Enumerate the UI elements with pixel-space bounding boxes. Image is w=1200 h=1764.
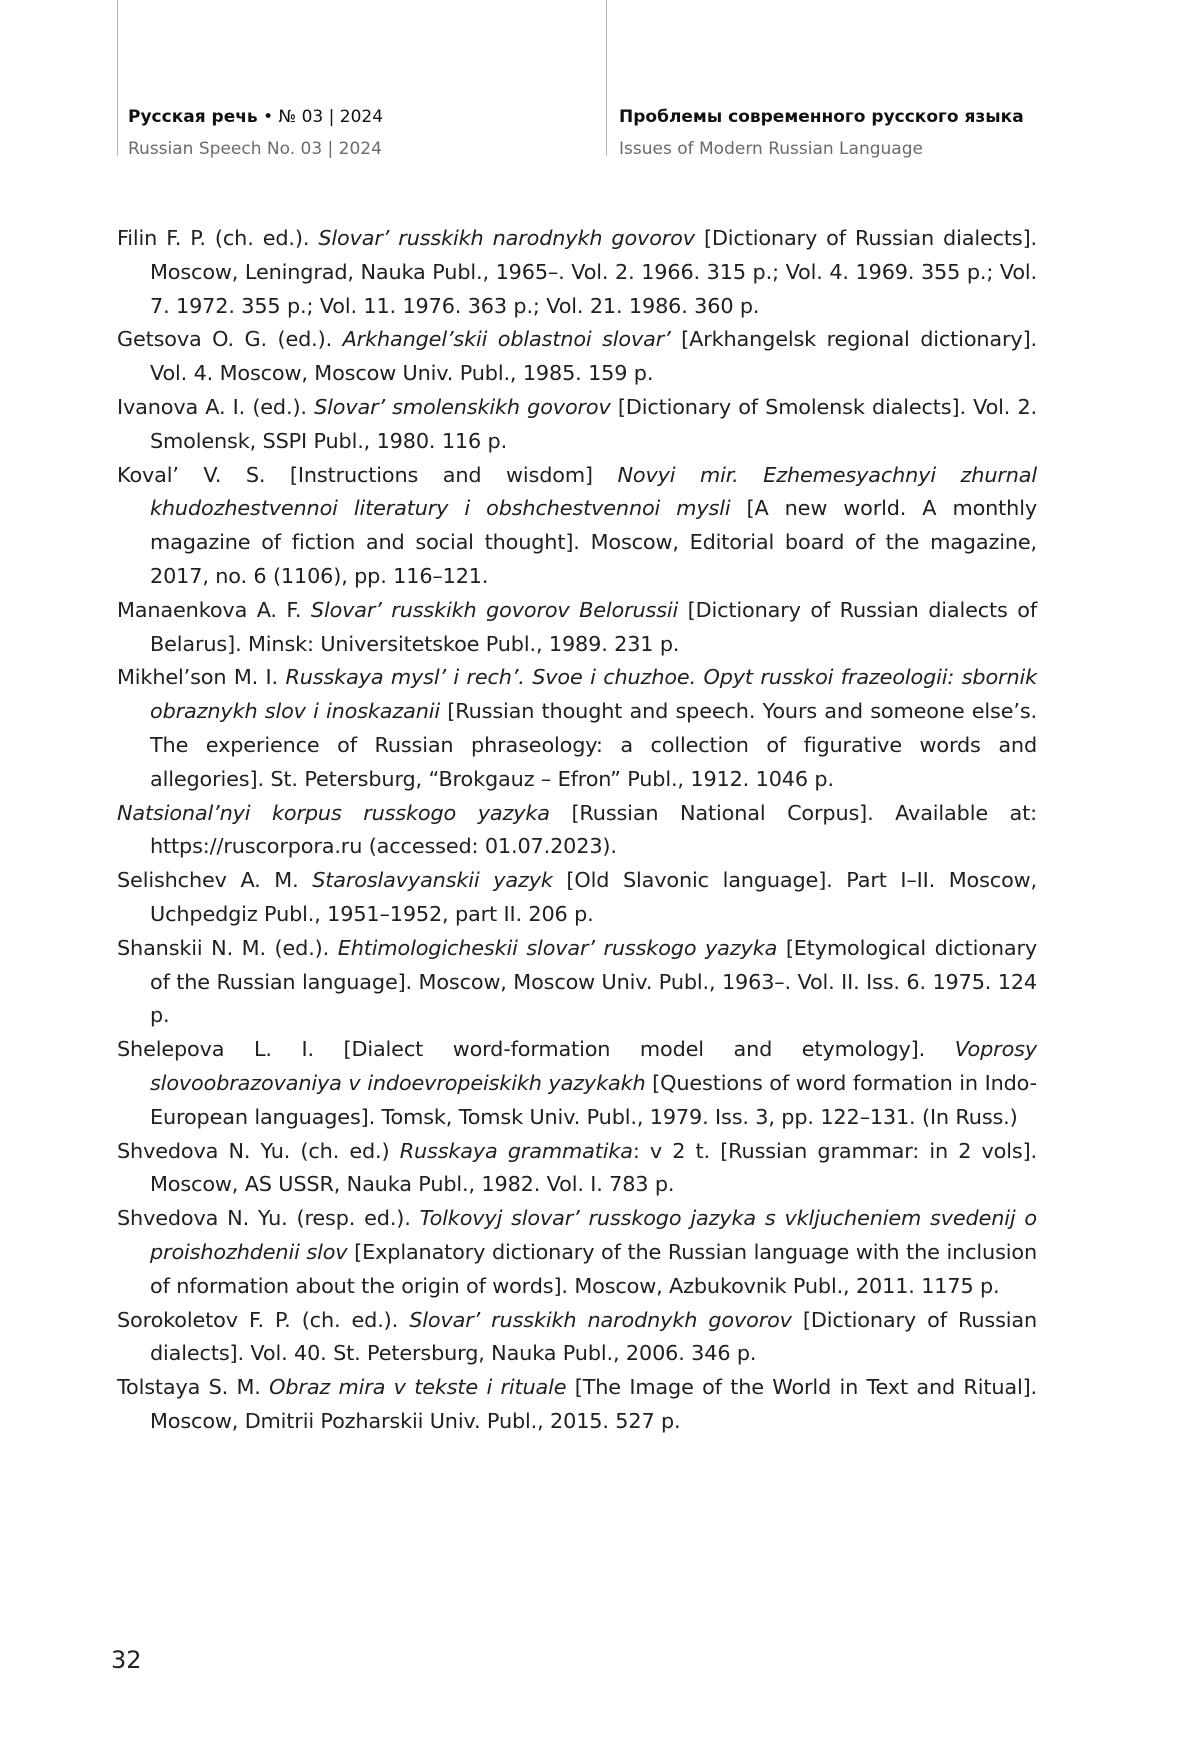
reference-item: Manaenkova A. F. Slovar’ russkikh govorov Belorussii [Dictionary of Russian dialects of Belarus]. Minsk: Universitetskoe Publ., 1989. 231 p.	[117, 597, 1037, 656]
references-list	[117, 222, 1037, 1439]
header-divider-right	[606, 0, 607, 156]
section-title-ru: Проблемы современного русского языка	[619, 107, 1024, 127]
reference-item: Shvedova N. Yu. (ch. ed.) Russkaya grammatika: v 2 t. [Russian grammar: in 2 vols]. Moscow, AS USSR, Nauka Publ., 1982. Vol. I. 783 p.	[117, 1138, 1037, 1197]
reference-item: Natsional’nyi korpus russkogo yazyka [Russian National Corpus]. Available at: https://ruscorpora.ru (accessed: 01.07.2023).	[117, 800, 1038, 859]
journal-title-en: Russian Speech No. 03 | 2024	[128, 139, 382, 159]
reference-item: Sorokoletov F. P. (ch. ed.). Slovar’ russkikh narodnykh govorov [Dictionary of Russian dialects]. Vol. 40. St. Petersburg, Nauka Publ., 2006. 346 p.	[117, 1307, 1038, 1366]
reference-item: Shanskii N. M. (ed.). Ehtimologicheskii slovar’ russkogo yazyka [Etymological dictionary of the Russian language]. Moscow, Moscow Univ. Publ., 1963–. Vol. II. Iss. 6. 1975. 124 p.	[117, 935, 1037, 1028]
reference-item: Filin F. P. (ch. ed.). Slovar’ russkikh narodnykh govorov [Dictionary of Russian dialects]. Moscow, Leningrad, Nauka Publ., 1965–. Vol. 2. 1966. 315 p.; Vol. 4. 1969. 355 p.; Vol. 7. 1972. 355 p.; Vol. 11. 1976. 363 p.; Vol. 21. 1986. 360 p.	[117, 226, 1037, 318]
reference-item: Koval’ V. S. [Instructions and wisdom] Novyi mir. Ezhemesyachnyi zhurnal khudozhestvennoi literatury i obshchestvennoi mysli [A new world. A monthly magazine of fiction and social thought]. Moscow, Editorial board of the magazine, 2017, no. 6 (1106), pp. 116–121.	[117, 462, 1038, 588]
running-header-right	[619, 101, 1024, 165]
reference-item: Getsova O. G. (ed.). Arkhangel’skii oblastnoi slovar’ [Arkhangelsk regional dictionary]. Vol. 4. Moscow, Moscow Univ. Publ., 1985. 159 p.	[117, 327, 1037, 386]
reference-item: Shvedova N. Yu. (resp. ed.). Tolkovyj slovar’ russkogo jazyka s vkljucheniem svedenij o proishozhdenii slov [Explanatory dictionary of the Russian language with the inclusion of nformation about the origin of words]. Moscow, Azbukovnik Publ., 2011. 1175 p.	[117, 1206, 1037, 1298]
header-divider-left	[117, 0, 118, 156]
page-number: 32	[111, 1646, 142, 1674]
section-title-en: Issues of Modern Russian Language	[619, 139, 923, 159]
reference-item: Ivanova A. I. (ed.). Slovar’ smolenskikh govorov [Dictionary of Smolensk dialects]. Vol. 2. Smolensk, SSPI Publ., 1980. 116 p.	[117, 394, 1037, 453]
reference-item: Mikhel’son M. I. Russkaya mysl’ i rech’. Svoe i chuzhoe. Opyt russkoi frazeologii: sbornik obraznykh slov i inoskazanii [Russian thought and speech. Yours and someone else’s. The experience of Russian phraseology: a collection of figurative words and allegories]. St. Petersburg, “Brokgauz – Efron” Publ., 1912. 1046 p.	[117, 665, 1037, 791]
reference-item: Shelepova L. I. [Dialect word-formation model and etymology]. Voprosy slovoobrazovaniya v indoevropeiskikh yazykakh [Questions of word formation in Indo-European languages]. Tomsk, Tomsk Univ. Publ., 1979. Iss. 3, pp. 122–131. (In Russ.)	[117, 1037, 1037, 1129]
reference-item: Selishchev A. M. Staroslavyanskii yazyk [Old Slavonic language]. Part I–II. Moscow, Uchpedgiz Publ., 1951–1952, part II. 206 p.	[117, 868, 1037, 926]
reference-item: Tolstaya S. M. Obraz mira v tekste i rituale [The Image of the World in Text and Ritual]. Moscow, Dmitrii Pozharskii Univ. Publ., 2015. 527 p.	[117, 1375, 1038, 1433]
running-header-left	[128, 101, 383, 165]
journal-title-ru: Русская речь • № 03 | 2024	[128, 107, 384, 127]
